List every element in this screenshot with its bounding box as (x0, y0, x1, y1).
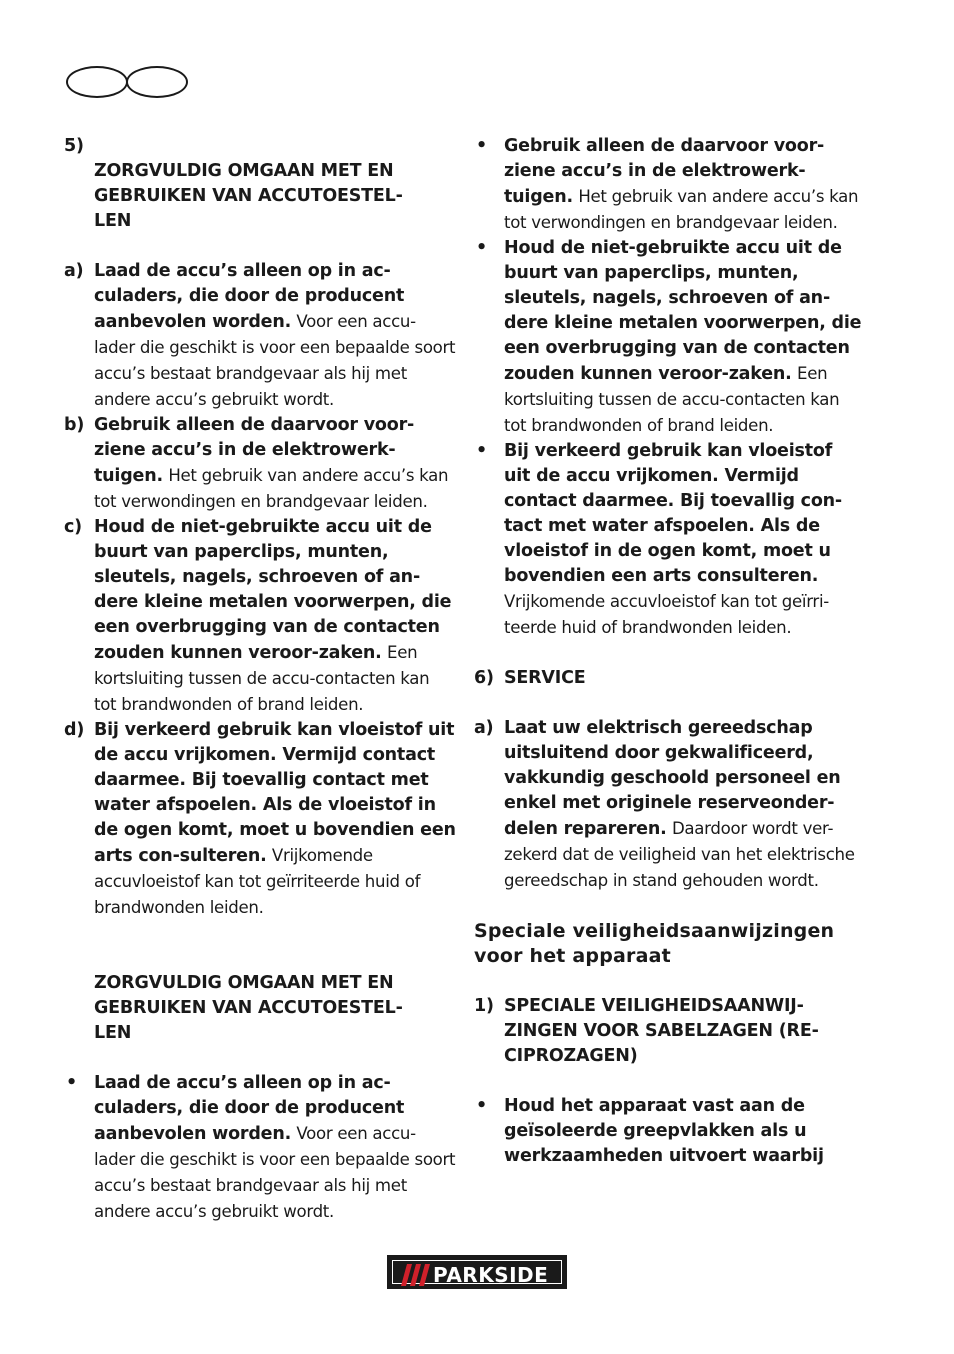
item-marker: a) (64, 261, 84, 281)
bullet-marker: • (476, 441, 487, 461)
bullet-marker: • (476, 238, 487, 258)
item-bold-text: Gebruik alleen de daarvoor voor-ziene accu’s in de elektrowerk-tuigen. (94, 415, 415, 486)
list-item-a (64, 259, 456, 413)
bullet-item-2 (474, 134, 864, 236)
item-marker: d) (64, 720, 85, 740)
bullet-item-3 (474, 236, 864, 439)
item-bold-text: Laat uw elektrisch gereedschap uitsluitend door gekwalificeerd, vakkundig geschoold personeel en enkel met originele reserveonder-delen repareren. (504, 718, 841, 839)
section-number: 1) (474, 996, 494, 1016)
right-column (474, 134, 864, 1169)
bullet-item-4 (474, 439, 864, 641)
item-text: Voor een accu-lader die geschikt is voor een bepaalde soort accu’s bestaat brandgevaar als hij met andere accu’s gebruikt wordt. (94, 312, 456, 409)
language-oval-1 (66, 66, 128, 98)
special-safety-heading: Speciale veiligheidsaanwijzingen voor het apparaat (474, 920, 835, 967)
section-number: 6) (474, 668, 494, 688)
bullet-item-1 (64, 1071, 456, 1225)
bullet-marker: • (66, 1073, 77, 1093)
bullet-marker: • (476, 136, 487, 156)
bullet-marker: • (476, 1096, 487, 1116)
item-bold-text: Houd het apparaat vast aan de geïsoleerde greepvlakken als u werkzaamheden uitvoert waarbij (504, 1096, 824, 1166)
item-text: Een kortsluiting tussen de accu-contacten kan tot brandwonden of brand leiden. (94, 643, 430, 714)
item-bold-text: Bij verkeerd gebruik kan vloeistof uit de accu vrijkomen. Vermijd contact daarmee. Bij toevallig con-tact met water afspoelen. Als de vloeistof in de ogen komt, moet u bovendien een arts consulteren. (504, 441, 842, 586)
bullet-item-5 (474, 1094, 864, 1169)
item-text: Daardoor wordt ver-zekerd dat de veiligheid van het elektrische gereedschap in stand gehouden wordt. (504, 819, 855, 890)
item-marker: b) (64, 415, 85, 435)
section-title: SPECIALE VEILIGHEIDSAANWIJ-ZINGEN VOOR SABELZAGEN (RE-CIPROZAGEN) (504, 996, 819, 1066)
item-bold-text: Gebruik alleen de daarvoor voor-ziene accu’s in de elektrowerk-tuigen. (504, 136, 825, 207)
section-6-heading (474, 666, 864, 691)
section-number: 5) (64, 136, 84, 156)
item-marker: c) (64, 517, 82, 537)
subsection-title: ZORGVULDIG OMGAAN MET EN GEBRUIKEN VAN ACCUTOESTEL- LEN (94, 973, 403, 1043)
item-bold-text: Laad de accu’s alleen op in ac-culaders, die door de producent aanbevolen worden. (94, 261, 405, 332)
item-bold-text: Bij verkeerd gebruik kan vloeistof uit de accu vrijkomen. Vermijd contact daarmee. Bij toevallig contact met water afspoelen. Als de vloeistof in de ogen komt, moet u bovendien een arts con-sulteren. (94, 720, 456, 866)
subsection-heading (64, 946, 456, 1046)
list-item-d (64, 718, 456, 921)
item-text: Voor een accu-lader die geschikt is voor een bepaalde soort accu’s bestaat brandgevaar als hij met andere accu’s gebruikt wordt. (94, 1124, 456, 1221)
list-item-6a (474, 716, 864, 894)
list-item-c (64, 515, 456, 718)
section-title: ZORGVULDIG OMGAAN MET EN GEBRUIKEN VAN ACCUTOESTEL- LEN (94, 161, 403, 231)
list-item-b (64, 413, 456, 515)
language-indicator (66, 66, 190, 100)
section-5-heading (64, 134, 456, 234)
item-text: Een kortsluiting tussen de accu-contacten kan tot brandwonden of brand leiden. (504, 364, 840, 435)
section-title: SERVICE (504, 668, 586, 688)
parkside-logo (388, 1256, 566, 1288)
item-text: Vrijkomende accuvloeistof kan tot geïrri-teerde huid of brandwonden leiden. (504, 592, 829, 637)
item-bold-text: Laad de accu’s alleen op in ac-culaders, die door de producent aanbevolen worden. (94, 1073, 405, 1144)
section-1-heading (474, 994, 864, 1069)
logo-text: PARKSIDE (433, 1263, 549, 1287)
logo-slashes-icon (397, 1264, 433, 1286)
item-text: Het gebruik van andere accu’s kan tot verwondingen en brandgevaar leiden. (94, 466, 449, 511)
item-marker: a) (474, 718, 494, 738)
item-bold-text: Houd de niet-gebruikte accu uit de buurt van paperclips, munten, sleutels, nagels, schroeven of an-dere kleine metalen voorwerpen, die een overbrugging van de contacten zouden kunnen veroor-zaken. (94, 517, 452, 663)
left-column (64, 134, 456, 1225)
item-text: Het gebruik van andere accu’s kan tot verwondingen en brandgevaar leiden. (504, 187, 859, 232)
item-text: Vrijkomende accuvloeistof kan tot geïrriteerde huid of brandwonden leiden. (94, 846, 421, 917)
item-bold-text: Houd de niet-gebruikte accu uit de buurt van paperclips, munten, sleutels, nagels, schroeven of an-dere kleine metalen voorwerpen, die een overbrugging van de contacten zouden kunnen veroor-zaken. (504, 238, 862, 384)
language-oval-2 (126, 66, 188, 98)
